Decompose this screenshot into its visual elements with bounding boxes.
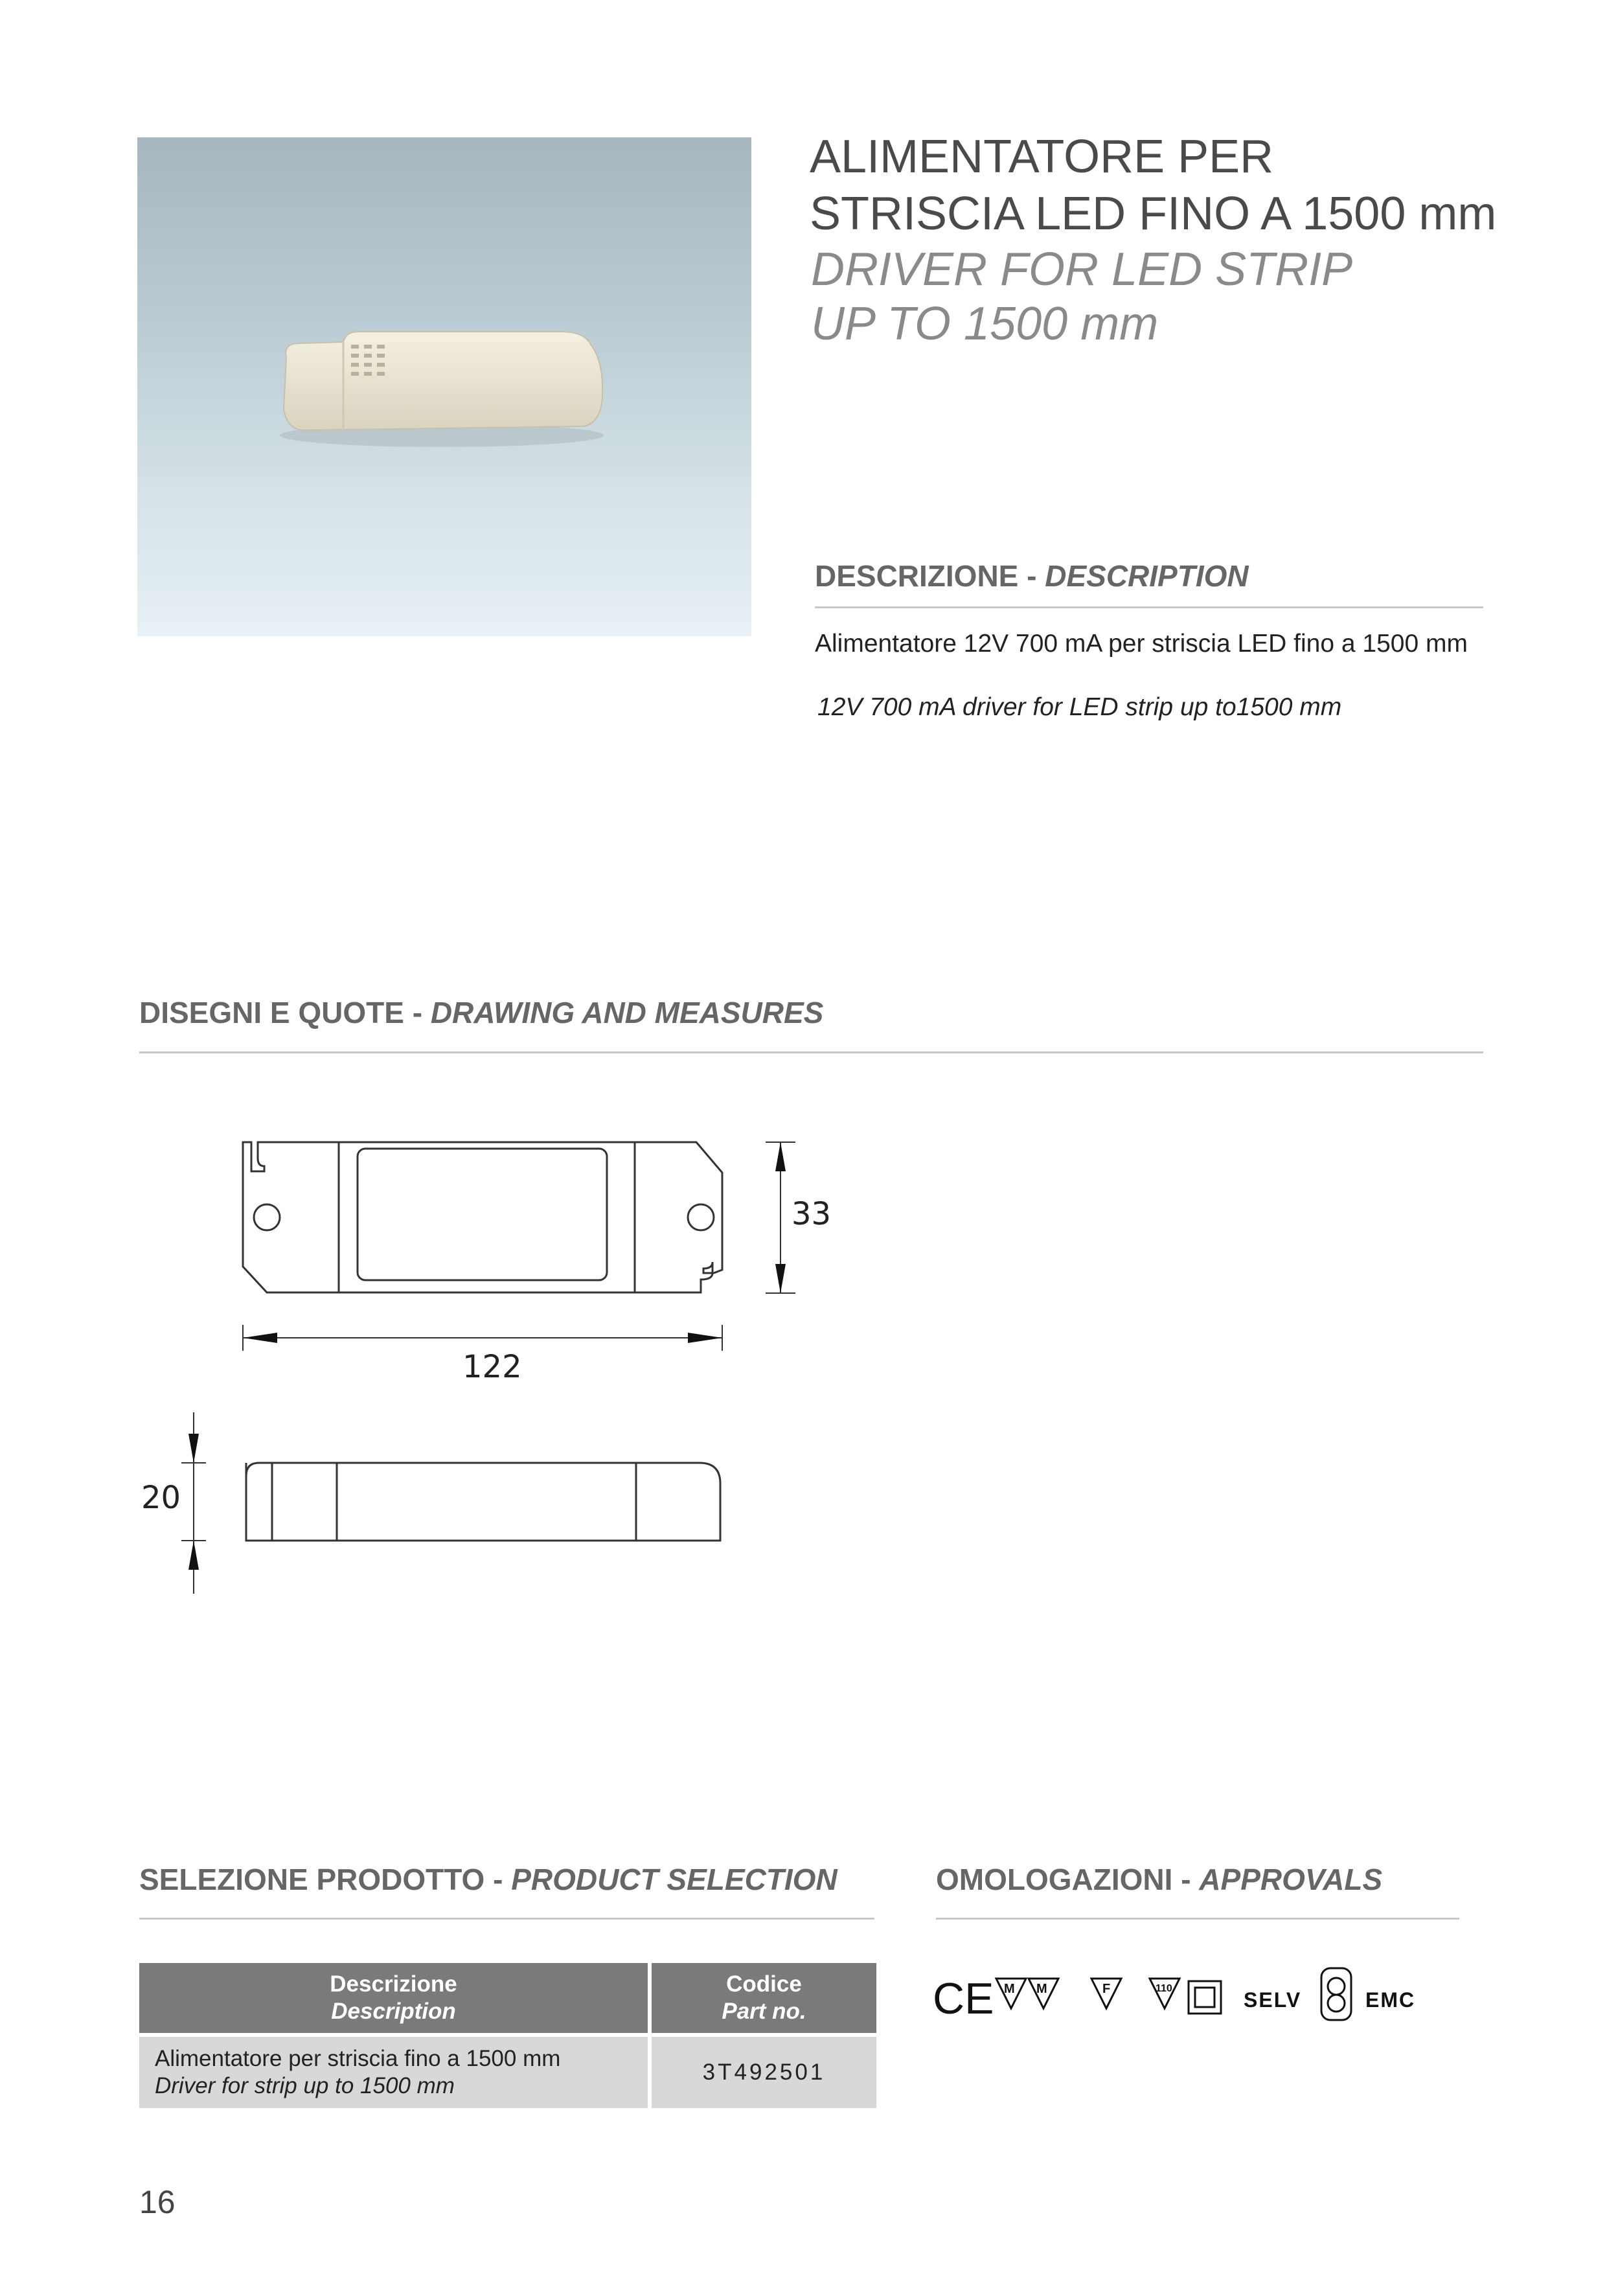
selection-heading-it: SELEZIONE PRODOTTO - [139, 1863, 512, 1896]
dimension-height: 33 [792, 1196, 832, 1232]
description-rule [815, 606, 1483, 608]
description-heading-en: DESCRIPTION [1045, 559, 1249, 593]
approvals-heading [936, 1862, 1382, 1897]
title-en-line-2: UP TO 1500 mm [811, 298, 1159, 350]
description-heading-it: DESCRIZIONE - [815, 559, 1045, 593]
title-it-line-1: ALIMENTATORE PER [810, 131, 1274, 183]
dimension-length: 122 [462, 1349, 522, 1385]
ce-mark-icon: CE [933, 1974, 994, 2023]
drawing-heading-it: DISEGNI E QUOTE - [139, 996, 431, 1029]
title-en-line-1: DRIVER FOR LED STRIP [811, 244, 1353, 295]
title-it-line-2: STRISCIA LED FINO A 1500 mm [810, 188, 1497, 240]
drawing-heading-en: DRAWING AND MEASURES [430, 996, 824, 1029]
table-row [139, 2037, 876, 2108]
selection-heading [139, 1862, 837, 1897]
column-header-code-en: Part no. [722, 1999, 806, 2024]
selection-rule [139, 1918, 874, 1920]
arrow-122-left [243, 1333, 277, 1343]
m-mark-icon-2: M [1036, 1982, 1047, 1996]
temp-110-icon: 110 [1156, 1983, 1172, 1994]
cell-description [139, 2037, 648, 2108]
column-header-description [139, 1963, 648, 2033]
approvals-heading-it: OMOLOGAZIONI - [936, 1863, 1200, 1896]
row-description-it: Alimentatore per striscia fino a 1500 mm [155, 2046, 561, 2071]
column-header-code [652, 1963, 876, 2033]
selection-heading-en: PRODUCT SELECTION [511, 1863, 837, 1896]
row-description-en: Driver for strip up to 1500 mm [155, 2073, 455, 2098]
arrow-122-right [688, 1333, 722, 1343]
approvals-heading-en: APPROVALS [1199, 1863, 1383, 1896]
top-view-label-area [358, 1149, 607, 1280]
product-selection-table [135, 1959, 880, 2112]
title-english [811, 242, 1352, 351]
m-mark-icon: M [1004, 1982, 1015, 1996]
f-mark-icon: F [1102, 1982, 1111, 1996]
selv-mark: SELV [1244, 1988, 1302, 2012]
side-view-outline [246, 1463, 720, 1541]
column-header-description-it: Descrizione [330, 1971, 457, 1997]
mount-hole-right [688, 1204, 714, 1230]
mount-hole-left [254, 1204, 280, 1230]
page-number: 16 [139, 2184, 176, 2220]
description-text-en: 12V 700 mA driver for LED strip up to1500 mm [817, 693, 1342, 721]
approvals-rule [936, 1918, 1459, 1920]
column-header-description-en: Description [331, 1999, 456, 2024]
cell-part-number: 3T492501 [652, 2037, 876, 2108]
approval-marks [933, 1964, 1438, 2036]
arrow-33-top [775, 1142, 786, 1171]
emc-mark: EMC [1365, 1988, 1416, 2012]
product-photo [137, 137, 751, 636]
title-italian [810, 128, 1496, 242]
top-view-outline [243, 1142, 722, 1292]
description-text-it: Alimentatore 12V 700 mA per striscia LED fino a 1500 mm [815, 630, 1468, 658]
drawing-heading [139, 995, 823, 1030]
column-header-code-it: Codice [726, 1971, 802, 1997]
table-header-row [139, 1963, 876, 2033]
led-driver-image [137, 137, 751, 636]
arrow-33-bottom [775, 1264, 786, 1293]
arrow-20-bottom [188, 1541, 199, 1570]
dimension-depth: 20 [141, 1480, 181, 1516]
arrow-20-top [188, 1434, 199, 1463]
drawing-rule [139, 1051, 1483, 1053]
description-heading [815, 558, 1249, 593]
